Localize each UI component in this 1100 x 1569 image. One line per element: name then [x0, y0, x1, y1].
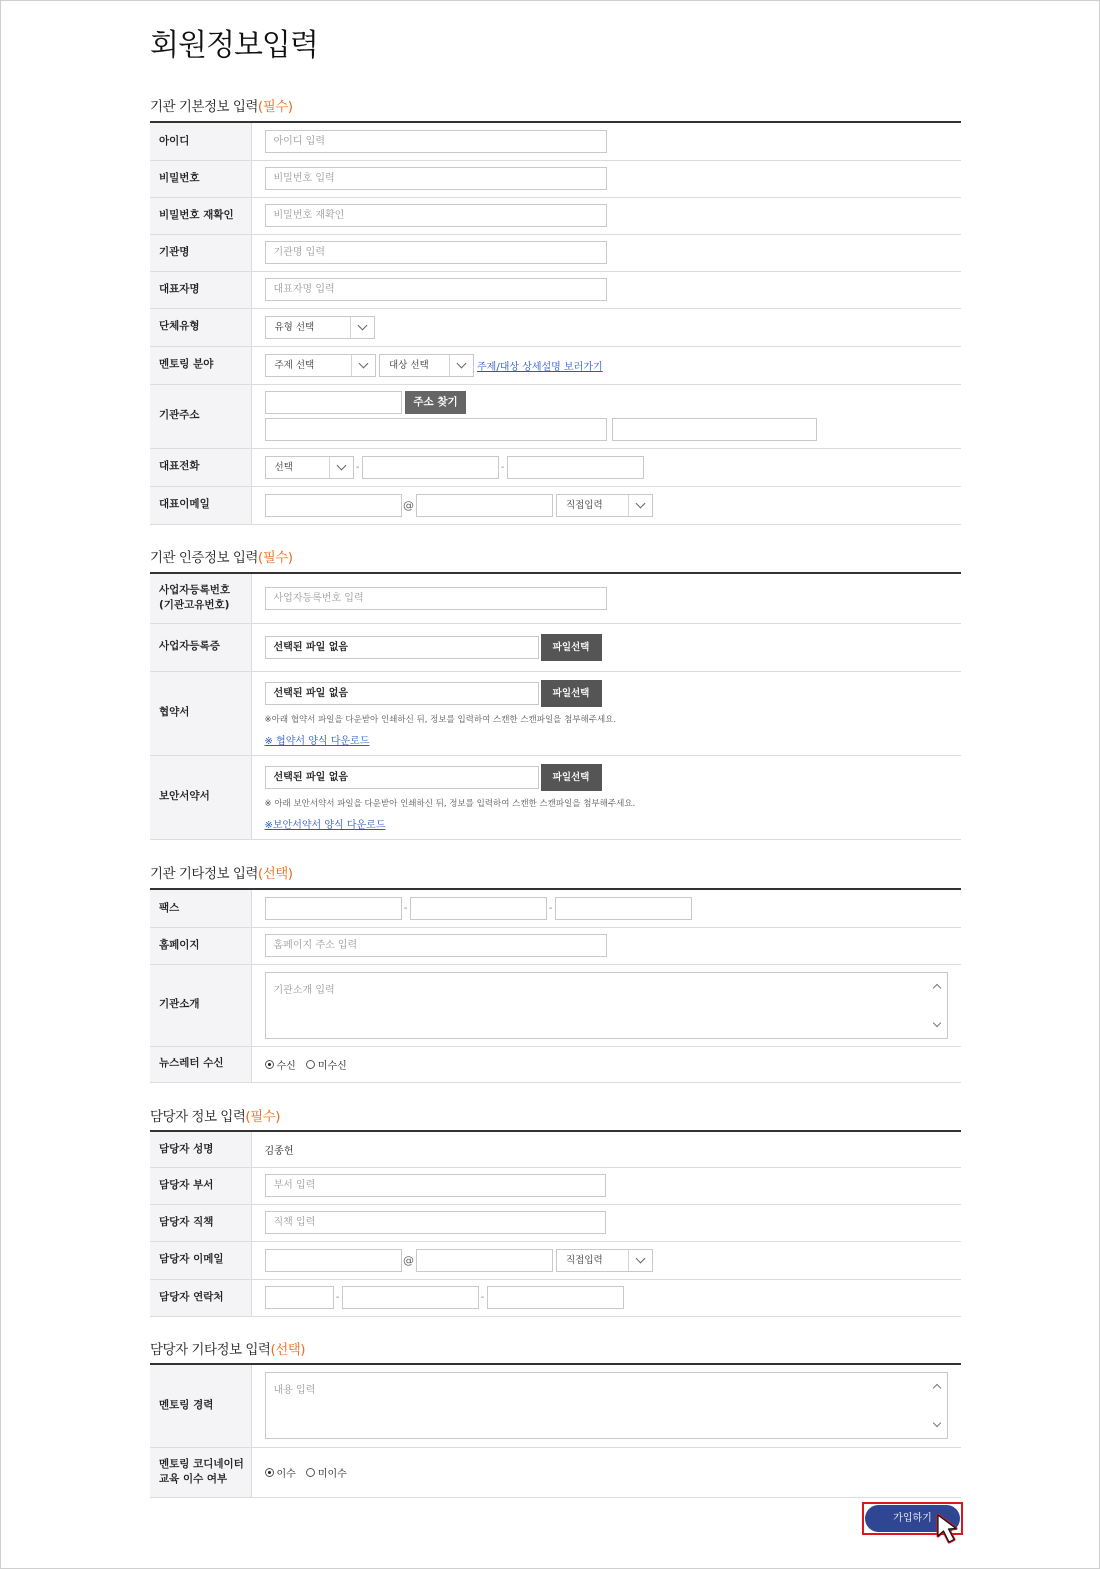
required-tag: (필수)	[257, 550, 293, 566]
radio-unchecked-icon	[306, 1468, 315, 1477]
basic-info-table: 아이디 아이디 입력 비밀번호 비밀번호 입력 비밀번호 재확인 비밀번호 재확인 기관명 기관명 입력 대표자명 대표자명 입력 단체유형 유형 선택 멘토링 분야 주제 선택 대상 선택 주제/대상 상세설명 보러가기 기관주소 주소 찾기 대표전화 선택 - - 대표이메일 @ 직접입력	[150, 121, 961, 525]
newsletter-label: 뉴스레터 수신	[150, 1046, 251, 1082]
auth-info-table	[150, 572, 961, 840]
manager-position-input[interactable]: 직책 입력	[265, 1211, 606, 1234]
manager-dept-input[interactable]: 부서 입력	[265, 1174, 606, 1197]
page-title: 회원정보입력	[150, 28, 318, 63]
phone-prefix-select[interactable]: 선택	[265, 456, 354, 479]
agreement-file-button[interactable]: 파일선택	[541, 680, 602, 707]
ceo-name-input[interactable]: 대표자명 입력	[265, 278, 607, 301]
required-tag: (필수)	[245, 1109, 280, 1125]
section-title-auth: 기관 인증정보 입력(필수)	[150, 550, 293, 566]
bizno-input[interactable]: 사업자등록번호 입력	[265, 587, 607, 610]
manager-phone-label: 담당자 연락처	[150, 1279, 251, 1316]
bizcert-label: 사업자등록증	[150, 623, 251, 671]
edu-completed-radio[interactable]: 이수	[265, 1465, 296, 1480]
manager-email-label: 담당자 이메일	[150, 1241, 251, 1279]
phone-middle-input[interactable]	[362, 456, 499, 479]
agreement-file-name: 선택된 파일 없음	[265, 682, 539, 705]
password-confirm-input[interactable]: 비밀번호 재확인	[265, 204, 607, 227]
email-domain-input[interactable]	[416, 494, 553, 517]
chevron-down-icon	[628, 1250, 652, 1271]
manager-email-domain-input[interactable]	[416, 1249, 553, 1272]
org-name-label: 기관명	[150, 234, 251, 271]
security-file-name: 선택된 파일 없음	[265, 766, 539, 789]
org-name-input[interactable]: 기관명 입력	[265, 241, 607, 264]
manager-name-label: 담당자 성명	[150, 1131, 251, 1167]
extra-info-table: 팩스 - - 홈페이지 홈페이지 주소 입력 기관소개 기관소개 입력 뉴스레터 수신 수신 미수신	[150, 888, 961, 1083]
security-pledge-label: 보안서약서	[150, 755, 251, 839]
scroll-up-icon[interactable]	[932, 983, 940, 991]
mouse-pointer-icon	[935, 1512, 967, 1552]
security-note: ※ 아래 보안서약서 파일을 다운받아 인쇄하신 뒤, 정보를 입력하여 스캔한 스캔파일을 첨부해주세요.	[264, 798, 636, 809]
manager-info-table: 담당자 성명 김종헌 담당자 부서 부서 입력 담당자 직책 직책 입력 담당자 이메일 @ 직접입력 담당자 연락처 - -	[150, 1130, 961, 1317]
target-select[interactable]: 대상 선택	[379, 354, 474, 377]
org-intro-textarea[interactable]: 기관소개 입력	[265, 972, 948, 1039]
security-file-button[interactable]: 파일선택	[541, 764, 602, 791]
zipcode-input[interactable]	[265, 391, 402, 414]
fax-label: 팩스	[150, 889, 251, 927]
section-title-basic: 기관 기본정보 입력(필수)	[150, 99, 293, 115]
main-email-label: 대표이메일	[150, 486, 251, 524]
fax-middle-input[interactable]	[410, 897, 547, 920]
chevron-down-icon	[329, 457, 353, 478]
homepage-label: 홈페이지	[150, 927, 251, 964]
org-type-select[interactable]: 유형 선택	[265, 316, 375, 339]
scroll-down-icon[interactable]	[932, 1419, 940, 1427]
chevron-down-icon	[351, 355, 375, 376]
manager-name-value: 김종헌	[264, 1145, 294, 1157]
manager-email-select[interactable]: 직접입력	[556, 1249, 653, 1272]
required-tag: (필수)	[257, 99, 293, 115]
fax-first-input[interactable]	[265, 897, 402, 920]
id-input[interactable]: 아이디 입력	[265, 130, 607, 153]
agreement-label: 협약서	[150, 671, 251, 755]
mentoring-career-label: 멘토링 경력	[150, 1364, 251, 1447]
optional-tag: (선택)	[257, 866, 293, 882]
manager-position-label: 담당자 직책	[150, 1204, 251, 1241]
email-id-input[interactable]	[265, 494, 402, 517]
submit-button[interactable]: 가입하기	[865, 1505, 960, 1532]
mentoring-field-label: 멘토링 분야	[150, 346, 251, 384]
radio-checked-icon	[265, 1060, 274, 1069]
radio-checked-icon	[265, 1468, 274, 1477]
address-search-button[interactable]: 주소 찾기	[405, 391, 466, 414]
newsletter-no-radio[interactable]: 미수신	[306, 1057, 347, 1072]
homepage-input[interactable]: 홈페이지 주소 입력	[265, 934, 607, 957]
coordinator-edu-label: 멘토링 코디네이터 교육 이수 여부	[150, 1447, 251, 1497]
password-label: 비밀번호	[150, 160, 251, 197]
password-input[interactable]: 비밀번호 입력	[265, 167, 607, 190]
org-intro-label: 기관소개	[150, 964, 251, 1046]
bizno-label: 사업자등록번호 (기관고유번호)	[150, 573, 251, 623]
phone-last-input[interactable]	[507, 456, 644, 479]
id-label: 아이디	[150, 122, 251, 160]
manager-extra-table	[150, 1363, 961, 1498]
manager-email-id-input[interactable]	[265, 1249, 402, 1272]
section-title-manager: 담당자 정보 입력(필수)	[150, 1109, 280, 1125]
field-detail-link[interactable]: 주제/대상 상세설명 보러가기	[477, 361, 603, 373]
edu-not-completed-radio[interactable]: 미이수	[306, 1465, 347, 1480]
radio-unchecked-icon	[306, 1060, 315, 1069]
org-address-label: 기관주소	[150, 384, 251, 448]
address-input[interactable]	[265, 418, 607, 441]
bizcert-file-button[interactable]: 파일선택	[541, 634, 602, 661]
main-phone-label: 대표전화	[150, 448, 251, 486]
password-confirm-label: 비밀번호 재확인	[150, 197, 251, 234]
chevron-down-icon	[628, 495, 652, 516]
section-title-manager-extra: 담당자 기타정보 입력(선택)	[150, 1342, 306, 1358]
manager-phone-first-input[interactable]	[265, 1286, 334, 1309]
bizcert-file-name: 선택된 파일 없음	[265, 636, 539, 659]
scroll-up-icon[interactable]	[932, 1384, 940, 1392]
manager-dept-label: 담당자 부서	[150, 1167, 251, 1204]
topic-select[interactable]: 주제 선택	[265, 354, 376, 377]
chevron-down-icon	[350, 317, 374, 338]
security-download-link[interactable]: ※보안서약서 양식 다운로드	[264, 819, 386, 831]
mentoring-career-textarea[interactable]: 내용 입력	[265, 1372, 948, 1439]
agreement-download-link[interactable]: ※ 협약서 양식 다운로드	[264, 735, 370, 747]
agreement-note: ※아래 협약서 파일을 다운받아 인쇄하신 뒤, 정보를 입력하여 스캔한 스캔파일을 첨부해주세요.	[264, 714, 617, 725]
fax-last-input[interactable]	[555, 897, 692, 920]
newsletter-yes-radio[interactable]: 수신	[265, 1057, 296, 1072]
scroll-down-icon[interactable]	[932, 1018, 940, 1026]
chevron-down-icon	[449, 355, 473, 376]
manager-phone-middle-input[interactable]	[342, 1286, 479, 1309]
org-type-label: 단체유형	[150, 308, 251, 346]
manager-phone-last-input[interactable]	[487, 1286, 624, 1309]
email-domain-select[interactable]: 직접입력	[556, 494, 653, 517]
optional-tag: (선택)	[270, 1342, 306, 1358]
ceo-name-label: 대표자명	[150, 271, 251, 308]
section-title-extra: 기관 기타정보 입력(선택)	[150, 866, 293, 882]
address-detail-input[interactable]	[612, 418, 817, 441]
